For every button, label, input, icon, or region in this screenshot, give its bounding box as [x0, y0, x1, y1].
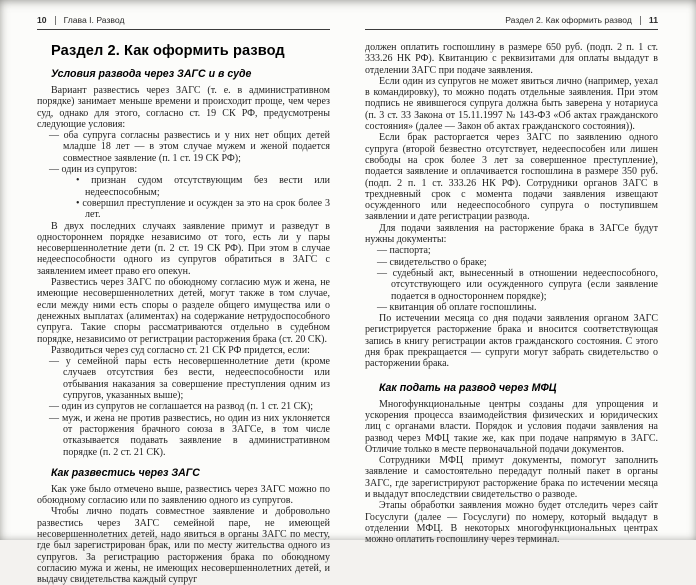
list-subitem: • совершил преступление и осужден за это на срок более 3 лет. [76, 197, 330, 221]
subsection-title: Как развестись через ЗАГС [51, 466, 200, 479]
paragraph: Вариант развестись через ЗАГС (т. е. в административном порядке) занимает меньше времени и происходит проще, чем через суд, однако для этого, согласно ст. 19 СК РФ, предусмотрены следующие условия: [37, 85, 330, 130]
paragraph: Для подачи заявления на расторжение брака в ЗАГСе будут нужны документы: [365, 222, 658, 246]
list-subitem: • признан судом отсутствующим без вести или недееспособным; [76, 175, 330, 198]
list-item: — оба супруга согласны развестись и у них нет общих детей младше 18 лет — в этом случае мужем и женой подается совместное заявление (п. 1 ст. 19 СК РФ); [49, 130, 330, 164]
page-body [37, 68, 330, 585]
page-header-left [37, 15, 330, 25]
subsection-title: Как подать на развод через МФЦ [379, 381, 557, 394]
section-title: Раздел 2. Как оформить развод [51, 43, 285, 59]
paragraph: Если брак расторгается через ЗАГС по заявлению одного супруга (второй безвестно отсутствует, недееспособен или лишен свободы на срок более 3 лет за совершенное преступление), подается заявление и оплачивается госпошлина в размере 350 руб. (подп. 2 п. 1 ст. 333.26 НК РФ). Сотрудники органов ЗАГС в трехдневный срок с момента подачи заявления извещают осужденного или недееспособного супруга о поступившем заявлении и дате регистрации развода. [365, 132, 658, 223]
header-rule [365, 29, 658, 30]
paragraph: Развестись через ЗАГС по обоюдному согласию муж и жена, не имеющие несовершеннолетних детей, могут также в том случае, если между ними есть споры о разделе общего имущества или о денежных выплатах (алиментах) на содержание нетрудоспособного супруга. Такие споры рассматриваются отдельно в судебном порядке, независимо от регистрации расторжения брака (ст. 20 СК). [37, 277, 330, 345]
header-divider [55, 16, 56, 25]
page-right [348, 0, 696, 546]
list-item: — свидетельство о браке; [377, 256, 487, 268]
paragraph: Если один из супругов не может явиться лично (например, уехал в командировку), то можно подать отдельные заявления. При этом подпись не явившегося супруга должна быть заверена у нотариуса (п. 3 ст. 33 Закона от 15.11.1997 № 143-ФЗ «Об актах гражданского состояния» (далее — Закон об актах гражданского состояния)). [365, 75, 658, 133]
list-item: — муж, и жена не против развестись, но один из них уклоняется от расторжения брачного союза в ЗАГСе, в том числе отказывается подавать заявление в административном порядке (п. 2 ст. 21 СК). [49, 412, 330, 458]
paragraph: Разводиться через суд согласно ст. 21 СК РФ придется, если: [51, 344, 310, 356]
paragraph: Этапы обработки заявления можно будет отследить через сайт Госуслуги (далее — Госуслуги) по номеру, который выдадут в отделении МФЦ. В некоторых многофункциональных центрах можно оплатить госпошлину через терминал. [365, 500, 658, 546]
list-item: — квитанция об оплате госпошлины. [377, 301, 537, 313]
header-divider [640, 16, 641, 25]
page-number: 10 [37, 15, 47, 25]
paragraph: Сотрудники МФЦ примут документы, помогут заполнить заявление и самостоятельно передадут полный пакет в органы ЗАГС, где зарегистрируют расторжение брака по истечении месяца и выдадут впоследствии свидетельство о разводе. [365, 455, 658, 500]
list-item: — судебный акт, вынесенный в отношении недееспособного, отсутствующего или осужденного супруга (если заявление подается в одностороннем порядке); [377, 267, 658, 302]
page-body [365, 42, 658, 545]
header-rule [37, 29, 330, 30]
list-item: — у семейной пары есть несовершеннолетние дети (кроме случаев отсутствия без вести, недееспособности или отбывания наказания за совершение преступления одним из супругов, указанных выше); [49, 356, 330, 402]
paragraph: По истечении месяца со дня подачи заявления органом ЗАГС регистрируется расторжение брака и вносится соответствующая запись в книгу регистрации актов гражданского состояния. С этого дня брак прекращается — супруги могут забрать свидетельство о расторжении брака. [365, 313, 658, 370]
subsection-title: Условия развода через ЗАГС и в суде [51, 68, 252, 80]
paragraph: Многофункциональные центры созданы для упрощения и ускорения процесса взаимодействия физических и юридических лиц с органами власти. Порядок и условия подачи заявления на развод через МФЦ такие же, как при подаче напрямую в ЗАГС. Отличие только в месте первоначальной подачи документов. [365, 398, 658, 455]
page-header-right [365, 15, 658, 25]
paragraph: Чтобы лично подать совместное заявление и добровольно развестись через ЗАГС семейной паре, не имеющей несовершеннолетних детей, надо явиться в органы ЗАГС по месту, где был зарегистрирован брак, или по месту жительства одного из супругов. За регистрацию расторжения брака по обоюдному согласию мужа и жены, не имеющих несовершеннолетних детей, и выдачу свидетельства каждый супруг [37, 506, 330, 585]
list-item: — один из супругов: [49, 164, 138, 176]
paragraph: Как уже было отмечено выше, развестись через ЗАГС можно по обоюдному согласию или по заявлению одного из супругов. [37, 483, 330, 507]
running-head: Глава I. Развод [63, 15, 125, 25]
list-item: — один из супругов не соглашается на развод (п. 1 ст. 21 СК); [49, 401, 314, 413]
running-head: Раздел 2. Как оформить развод [505, 15, 632, 25]
list-item: — паспорта; [377, 245, 431, 257]
paragraph: В двух последних случаях заявление примут и разведут в одностороннем порядке независимо от того, есть ли у пары несовершеннолетние дети (п. 2 ст. 19 СК РФ). При этом в случае недееспособности одного из супругов обратиться в ЗАГС с заявлением имеет право его опекун. [37, 220, 330, 277]
page-number: 11 [648, 15, 658, 25]
paragraph: должен оплатить госпошлину в размере 650 руб. (подп. 2 п. 1 ст. 333.26 НК РФ). Квитанцию с реквизитами для оплаты выдадут в отделении ЗАГС при подаче заявления. [365, 42, 658, 76]
